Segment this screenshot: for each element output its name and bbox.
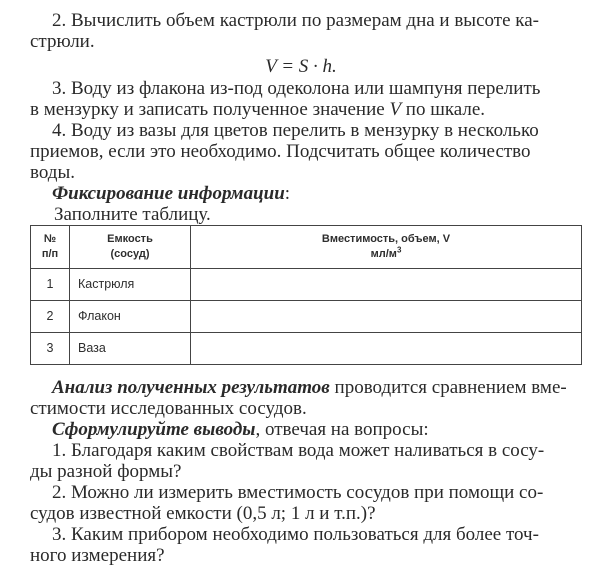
- step-4-line-1: 4. Воду из вазы для цветов перелить в мензурку в несколько: [52, 120, 539, 141]
- analysis-paragraph: [30, 377, 582, 419]
- volume-formula: V = S · h.: [265, 56, 337, 77]
- row-number: 3: [31, 333, 70, 365]
- question-3-line-2: ного измерения?: [30, 545, 165, 566]
- step-2-line-2: стрюли.: [30, 31, 95, 52]
- row-volume-cell[interactable]: [191, 301, 582, 333]
- question-2-line-1: 2. Можно ли измерить вместимость сосудов при помощи со-: [52, 482, 544, 503]
- question-3: [30, 524, 582, 566]
- question-3-line-1: 3. Каким прибором необходимо пользоваться для более точ-: [52, 524, 539, 545]
- header-number: № п/п: [31, 226, 70, 269]
- header-vessel: Емкость (сосуд): [70, 226, 191, 269]
- step-2-paragraph: [30, 10, 582, 52]
- step-2-line-1: 2. Вычислить объем кастрюли по размерам дна и высоте ка-: [52, 10, 539, 31]
- conclusions-rest: , отвечая на вопросы:: [255, 419, 429, 440]
- row-vessel: Флакон: [70, 301, 191, 333]
- row-number: 1: [31, 269, 70, 301]
- step-4-paragraph: [30, 120, 582, 183]
- question-2-line-2: судов известной емкости (0,5 л; 1 л и т.п.)?: [30, 503, 376, 524]
- table-row: [31, 333, 582, 365]
- row-volume-cell[interactable]: [191, 269, 582, 301]
- row-vessel: Ваза: [70, 333, 191, 365]
- volume-table: [30, 225, 582, 365]
- step-4-line-3: воды.: [30, 162, 75, 183]
- step-4-line-2: приемов, если это необходимо. Подсчитать общее количество: [30, 141, 531, 162]
- row-vessel: Кастрюля: [70, 269, 191, 301]
- recording-colon: :: [284, 183, 291, 204]
- step-3-variable: V: [389, 99, 402, 120]
- conclusions-paragraph: [30, 419, 582, 440]
- recording-heading: Фиксирование информации: [52, 183, 285, 204]
- row-number: 2: [31, 301, 70, 333]
- question-1: [30, 440, 582, 482]
- table-row: [31, 301, 582, 333]
- analysis-line-1-rest: проводится сравнением вме-: [329, 377, 567, 398]
- conclusions-heading: Сформулируйте выводы: [52, 419, 256, 440]
- table-header-row: [31, 226, 582, 269]
- question-1-line-1: 1. Благодаря каким свойствам вода может наливаться в сосу-: [52, 440, 545, 461]
- step-3-paragraph: [30, 78, 582, 120]
- step-3-line-2-prefix: в мензурку и записать полученное значение: [30, 99, 390, 120]
- table-row: [31, 269, 582, 301]
- fill-table-prompt: Заполните таблицу.: [54, 204, 211, 225]
- header-volume: Вместимость, объем, V $мл/м^3$: [191, 226, 582, 269]
- step-3-line-2: [30, 99, 582, 120]
- step-3-line-1: 3. Воду из флакона из-под одеколона или шампуня перелить: [52, 78, 541, 99]
- recording-heading-line: [30, 183, 582, 204]
- question-2: [30, 482, 582, 524]
- step-3-line-2-suffix: по шкале.: [401, 99, 486, 120]
- row-volume-cell[interactable]: [191, 333, 582, 365]
- question-1-line-2: ды разной формы?: [30, 461, 182, 482]
- analysis-line-2: стимости исследованных сосудов.: [30, 398, 307, 419]
- analysis-heading: Анализ полученных результатов: [52, 377, 330, 398]
